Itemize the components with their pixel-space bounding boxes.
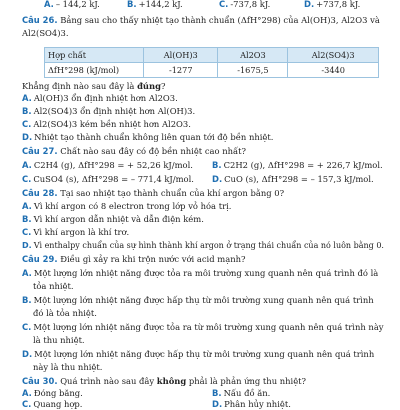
q30-option-b: B. Nấu đồ ăn. bbox=[212, 388, 271, 398]
q28-option-d: D. Vì enthalpy chuẩn của sự hình thành khí argon ở trạng thái chuẩn của nó luôn bằng 0. bbox=[22, 241, 384, 250]
q29-option-a-cont: tỏa nhiệt. bbox=[33, 281, 74, 291]
q26-option-c: C. Al2(SO4)3 kém bền nhiệt hơn Al2O3. bbox=[22, 119, 191, 129]
q28-option-c: C. Vì khí argon là khí trơ. bbox=[22, 227, 130, 237]
table-row bbox=[45, 63, 379, 78]
q27-option-d: D. CuO (s), ΔfH°298 = – 157,3 kJ/mol. bbox=[212, 174, 374, 184]
table-header-row bbox=[45, 48, 379, 63]
q27-option-b: B. C2H2 (g), ΔfH°298 = + 226,7 kJ/mol. bbox=[212, 160, 383, 170]
q29-option-d-cont: này là thu nhiệt. bbox=[33, 362, 103, 372]
prev-option-c: C. -737,8 kJ. bbox=[219, 0, 271, 9]
prev-option-d: D. +737,8 kJ. bbox=[304, 0, 361, 9]
table-cell: -1675,5 bbox=[218, 63, 288, 78]
q26-stem: Câu 26. Bảng sau cho thấy nhiệt tạo thành chuẩn (ΔfH°298) của Al(OH)3, Al2O3 và bbox=[22, 15, 380, 25]
q29-option-d: D. Một lượng lớn nhiệt năng được hấp thụ từ môi trường xung quanh nên quá trình bbox=[22, 349, 375, 359]
q30-option-d: D. Phân hủy nhiệt. bbox=[212, 399, 291, 409]
table-header-cell: Al(OH)3 bbox=[144, 48, 218, 63]
q28-stem: Câu 28. Tại sao nhiệt tạo thành chuẩn của khí argon bằng 0? bbox=[22, 188, 285, 198]
table-cell: -3440 bbox=[288, 63, 379, 78]
q27-option-a: A. C2H4 (g), ΔfH°298 = + 52,26 kJ/mol. bbox=[22, 160, 193, 170]
q28-option-a: A. Vì khí argon có 8 electron trong lớp vỏ hóa trị. bbox=[22, 201, 232, 211]
q29-option-a: A. Một lượng lớn nhiệt năng được tỏa ra môi trường xung quanh nên quá trình đó là bbox=[22, 268, 379, 278]
q30-stem: Câu 30. Quá trình nào sau đây không phải là phản ứng thu nhiệt? bbox=[22, 376, 307, 386]
table-header-cell: Al2(SO4)3 bbox=[288, 48, 379, 63]
q26-option-b: B. Al2(SO4)3 ổn định nhiệt hơn Al(OH)3. bbox=[22, 106, 196, 116]
q29-stem: Câu 29. Điều gì xảy ra khi trộn nước với acid mạnh? bbox=[22, 254, 246, 264]
table-header-cell: Hợp chất bbox=[45, 48, 144, 63]
q27-option-c: C. CuSO4 (s), ΔfH°298 = – 771,4 kJ/mol. bbox=[22, 174, 194, 184]
table-header-cell: Al2O3 bbox=[218, 48, 288, 63]
prev-option-a: A. – 144,2 kJ. bbox=[44, 0, 100, 9]
prev-option-b: B. +144,2 kJ. bbox=[127, 0, 183, 9]
q29-option-b: B. Một lượng lớn nhiệt năng được hấp thụ từ môi trường xung quanh nên quá trình bbox=[22, 295, 374, 305]
q29-option-c: C. Một lượng lớn nhiệt năng được tỏa ra từ môi trường xung quanh nên quá trình này bbox=[22, 322, 384, 332]
q26-option-d: D. Nhiệt tạo thành chuẩn không liên quan tới độ bền nhiệt. bbox=[22, 132, 274, 142]
q27-stem: Câu 27. Chất nào sau đây có độ bền nhiệt cao nhất? bbox=[22, 146, 246, 156]
q30-option-c: C. Quang hợp. bbox=[22, 399, 83, 409]
table-cell: ΔfH°298 (kJ/mol) bbox=[45, 63, 144, 78]
q29-option-c-cont: là thu nhiệt. bbox=[33, 335, 85, 345]
q26-option-a: A. Al(OH)3 ổn định nhiệt hơn Al2O3. bbox=[22, 93, 178, 103]
q26-table bbox=[44, 47, 379, 78]
table-cell: -1277 bbox=[144, 63, 218, 78]
q26-prompt: Khẳng định nào sau đây là đúng? bbox=[22, 81, 166, 91]
q28-option-b: B. Vì khí argon dẫn nhiệt và dẫn điện kém. bbox=[22, 214, 204, 224]
q26-stem-cont: Al2(SO4)3. bbox=[22, 28, 69, 38]
q30-option-a: A. Đóng băng. bbox=[22, 388, 83, 398]
q29-option-b-cont: đó là tỏa nhiệt. bbox=[33, 308, 97, 318]
